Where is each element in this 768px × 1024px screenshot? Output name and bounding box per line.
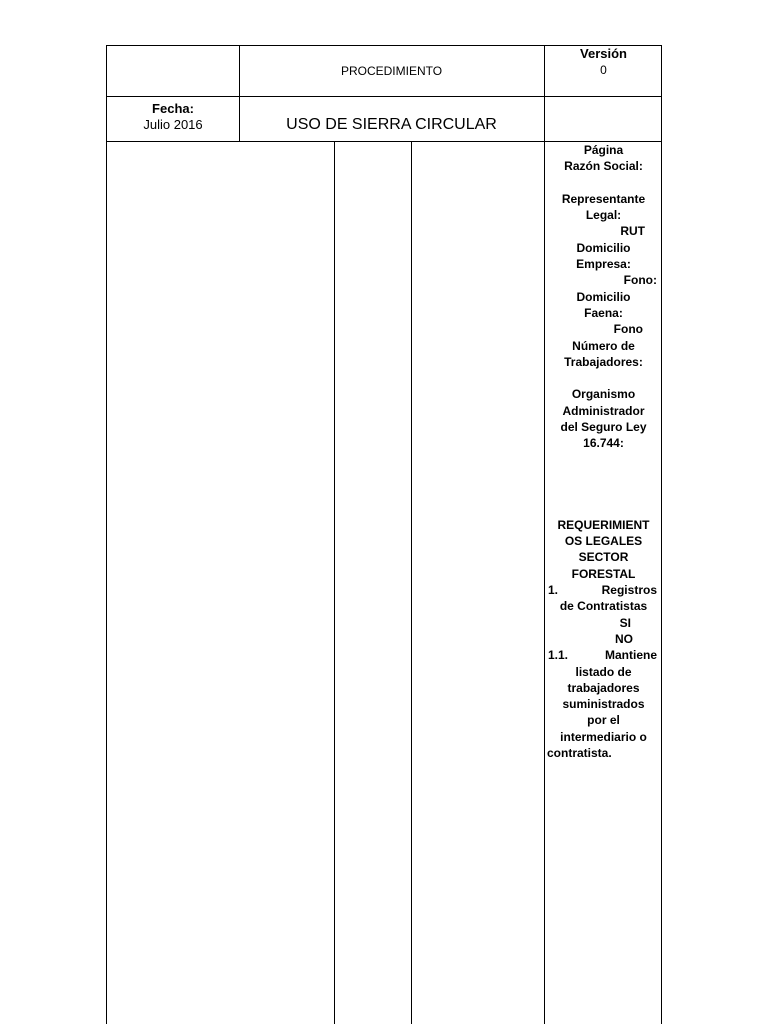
table-left-border (106, 45, 107, 1024)
numero-trabajadores-label-2: Trabajadores: (564, 354, 643, 369)
item-1-1-row (546, 647, 661, 663)
version-value: 0 (600, 63, 607, 77)
fono-label-2: Fono (613, 322, 643, 337)
spacer (546, 452, 661, 501)
spacer (546, 370, 661, 386)
requerimientos-heading-2: OS LEGALES (564, 534, 643, 549)
item-1-1-text-c: trabajadores (567, 680, 640, 695)
representante-label-2: Legal: (585, 208, 622, 223)
organismo-label-4: 16.744: (583, 436, 624, 451)
item-1-1-text-b: listado de (575, 664, 632, 679)
domicilio-empresa-label-1: Domicilio (576, 240, 631, 255)
item-1-1-number: 1.1. (548, 648, 569, 663)
razon-social-label: Razón Social: (564, 159, 643, 174)
fecha-value: Julio 2016 (143, 117, 203, 132)
requerimientos-heading-3: SECTOR (578, 550, 629, 565)
domicilio-faena-label-2: Faena: (584, 305, 623, 320)
spacer (546, 175, 661, 191)
body-col-divider-1 (334, 141, 335, 1024)
item-1-1-text-d: suministrados (562, 697, 645, 712)
document-title: USO DE SIERRA CIRCULAR (286, 116, 497, 133)
si-option: SI (619, 615, 631, 630)
header-row-divider (106, 96, 662, 97)
version-cell (545, 46, 662, 78)
item-1-1-text-g: contratista. (547, 745, 612, 760)
requerimientos-heading-1: REQUERIMIENT (557, 517, 650, 532)
item-1-number: 1. (548, 583, 559, 598)
procedimiento-label: PROCEDIMIENTO (340, 64, 443, 78)
item-1-1-text-f: intermediario o (560, 729, 647, 744)
item-1-text: Registros (601, 583, 657, 598)
right-column-content (546, 142, 661, 761)
pagina-label: Página (583, 143, 624, 157)
domicilio-faena-label-1: Domicilio (576, 289, 631, 304)
domicilio-empresa-label-2: Empresa: (576, 257, 631, 272)
item-1-text-cont: de Contratistas (559, 599, 648, 614)
numero-trabajadores-label-1: Número de (572, 338, 635, 353)
spacer (546, 501, 661, 517)
fecha-cell (107, 101, 239, 133)
organismo-label-3: del Seguro Ley (560, 420, 647, 435)
version-label: Versión (580, 46, 627, 61)
body-col-divider-2 (411, 141, 412, 1024)
representante-label-1: Representante (561, 191, 646, 206)
item-1-1-text: Mantiene (604, 648, 657, 663)
no-option: NO (615, 631, 633, 646)
main-col-divider-right (544, 45, 545, 1024)
requerimientos-heading-4: FORESTAL (571, 566, 636, 581)
organismo-label-1: Organismo (571, 387, 636, 402)
fecha-label: Fecha: (152, 101, 194, 116)
item-1-row (546, 582, 661, 598)
item-1-1-text-e: por el (587, 713, 620, 728)
table-right-border (661, 45, 662, 1024)
fono-label-1: Fono: (623, 273, 657, 288)
rut-label: RUT (620, 224, 645, 239)
organismo-label-2: Administrador (562, 403, 645, 418)
